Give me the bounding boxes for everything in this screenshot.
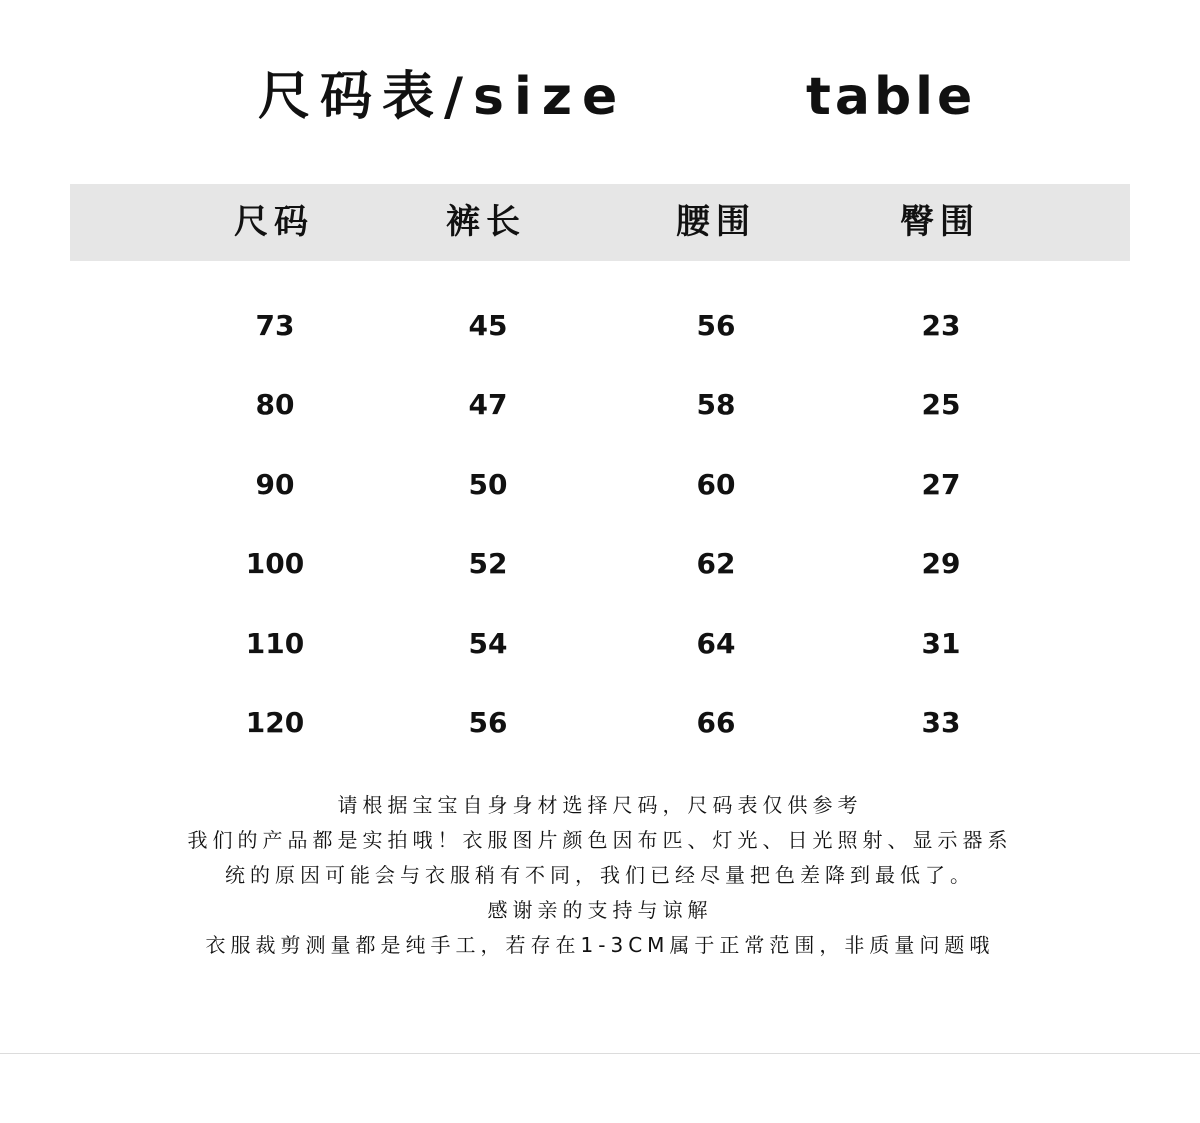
cell-hip: 33 <box>921 705 961 739</box>
cell-pants-length: 45 <box>468 309 508 342</box>
cell-size: 120 <box>245 705 305 739</box>
table-row <box>0 445 1200 524</box>
cell-hip: 27 <box>921 467 961 501</box>
cell-size: 90 <box>255 467 295 501</box>
size-table-body <box>0 286 1200 762</box>
note-line: 统的原因可能会与衣服稍有不同，我们已经尽量把色差降到最低了。 <box>225 863 975 887</box>
table-header <box>70 184 1130 261</box>
header-pants-length: 裤长 <box>446 202 526 242</box>
note-line: 感谢亲的支持与谅解 <box>487 898 713 922</box>
cell-waist: 66 <box>696 705 736 739</box>
note-line: 衣服裁剪测量都是纯手工，若存在1-3CM属于正常范围，非质量问题哦 <box>205 933 995 957</box>
cell-size: 80 <box>255 388 295 422</box>
cell-pants-length: 47 <box>468 388 508 422</box>
cell-waist: 60 <box>696 467 736 501</box>
divider <box>0 1053 1200 1054</box>
cell-waist: 64 <box>696 626 736 660</box>
cell-pants-length: 50 <box>468 467 508 501</box>
note-line: 请根据宝宝自身身材选择尺码，尺码表仅供参考 <box>337 793 863 817</box>
header-waist: 腰围 <box>676 202 756 242</box>
cell-pants-length: 52 <box>468 547 508 581</box>
size-notes <box>60 788 1140 963</box>
table-row <box>0 604 1200 683</box>
note-line: 我们的产品都是实拍哦！衣服图片颜色因布匹、灯光、日光照射、显示器系 <box>187 828 1013 852</box>
cell-size: 110 <box>245 626 305 660</box>
cell-pants-length: 56 <box>468 705 508 739</box>
cell-waist: 58 <box>696 388 736 422</box>
cell-pants-length: 54 <box>468 626 508 660</box>
cell-hip: 25 <box>921 388 961 422</box>
page-title: 尺码表/size <box>258 67 628 127</box>
cell-size: 73 <box>255 309 295 342</box>
header-size: 尺码 <box>234 202 314 242</box>
header-hip: 臀围 <box>900 202 980 242</box>
cell-hip: 23 <box>921 309 961 342</box>
table-row <box>0 683 1200 762</box>
cell-hip: 29 <box>921 547 961 581</box>
table-row <box>0 365 1200 444</box>
cell-waist: 56 <box>696 309 736 342</box>
cell-size: 100 <box>245 547 305 581</box>
cell-hip: 31 <box>921 626 961 660</box>
table-row <box>0 524 1200 603</box>
page-title-suffix: table <box>806 67 977 127</box>
table-row <box>0 286 1200 365</box>
cell-waist: 62 <box>696 547 736 581</box>
